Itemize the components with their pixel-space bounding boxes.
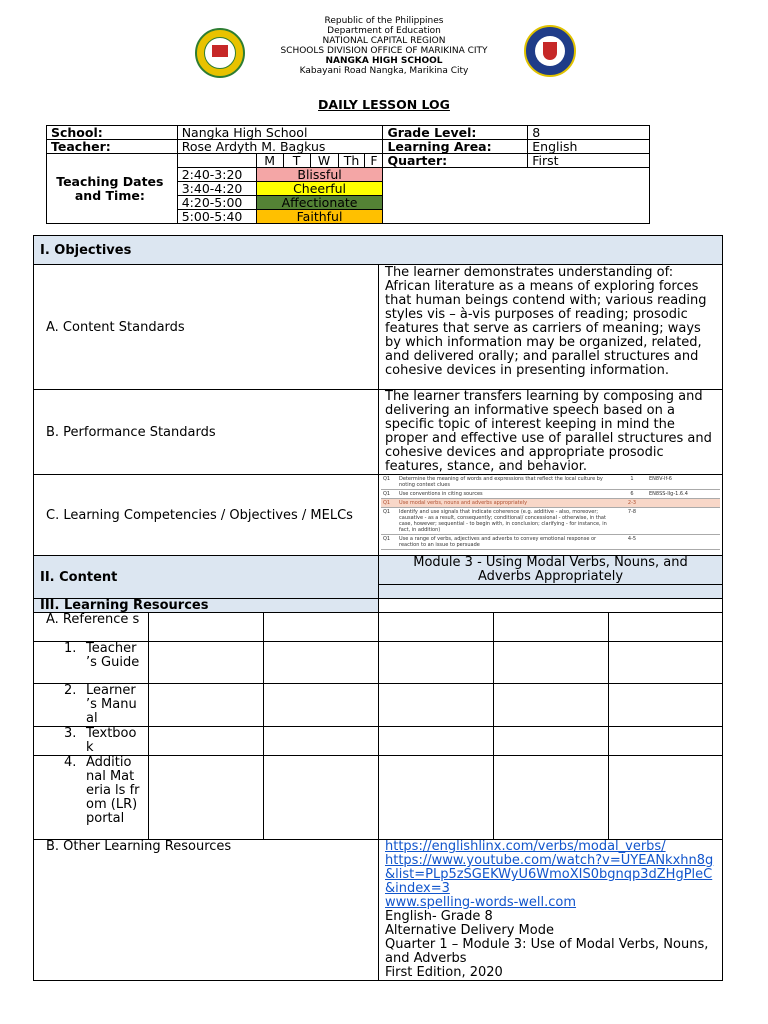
resource-item-number: 3. xyxy=(64,726,77,741)
competency-row: Q1 Determine the meaning of words and expressions that reflect the local culture by noting context clues 1 EN8V-If-6 xyxy=(381,475,720,490)
empty-cell xyxy=(264,642,379,684)
other-resource-line: First Edition, 2020 xyxy=(385,965,503,980)
content-standards-label: A. Content Standards xyxy=(34,265,379,390)
empty-cell xyxy=(494,642,609,684)
performance-standards-label: B. Performance Standards xyxy=(34,390,379,475)
competencies-table xyxy=(381,475,720,550)
performance-standards-text: The learner transfers learning by composing and delivering an informative speech based on a specific topic of interest keeping in mind the proper and effective use of parallel structures and cohesive devices and appropriate prosodic features, stance, and behavior. xyxy=(379,390,723,475)
other-resource-line: English- Grade 8 xyxy=(385,909,493,924)
competencies-cell xyxy=(379,475,723,556)
area-value: English xyxy=(528,140,650,154)
empty-cell xyxy=(264,727,379,756)
empty-cell xyxy=(379,642,494,684)
school-label: School: xyxy=(47,126,178,140)
empty-cell xyxy=(149,756,264,840)
resource-item-number: 2. xyxy=(64,683,77,698)
empty-cell xyxy=(264,684,379,727)
teacher-value: Rose Ardyth M. Bagkus xyxy=(177,140,383,154)
blank-cell xyxy=(177,154,256,168)
resource-item xyxy=(34,727,149,756)
other-resources-label: B. Other Learning Resources xyxy=(34,840,379,981)
content-heading: II. Content xyxy=(34,556,379,599)
empty-cell xyxy=(609,756,723,840)
empty-cell xyxy=(609,613,723,642)
empty-cell xyxy=(609,684,723,727)
resources-heading: III. Learning Resources xyxy=(34,599,379,613)
header-region: NATIONAL CAPITAL REGION xyxy=(322,36,446,46)
modal-verbs-link[interactable]: https://englishlinx.com/verbs/modal_verbs/ xyxy=(385,839,666,854)
area-label: Learning Area: xyxy=(383,140,528,154)
empty-cell xyxy=(149,684,264,727)
resource-item-label: Teacher ’s Guide xyxy=(86,641,140,670)
empty-cell xyxy=(609,727,723,756)
quarter-value: First xyxy=(528,154,650,168)
empty-cell xyxy=(494,613,609,642)
teacher-label: Teacher: xyxy=(47,140,178,154)
header-department: Department of Education xyxy=(327,26,441,36)
resources-blank xyxy=(379,599,723,613)
slot-section: Faithful xyxy=(256,210,383,224)
resource-item xyxy=(34,756,149,840)
empty-cell xyxy=(379,727,494,756)
quarter-label: Quarter: xyxy=(383,154,528,168)
day-f: F xyxy=(365,154,383,168)
slot-section: Blissful xyxy=(256,168,383,182)
empty-cell xyxy=(149,727,264,756)
competency-row: Q1 Identify and use signals that indicate coherence (e.g. additive - also, moreover; causative - as a result, consequently; conditional/ concessional - otherwise, in that case, however; sequential - to begin with, in conclusion; clarifying - for instance, in fact, in addition) 7-8 xyxy=(381,508,720,535)
youtube-link[interactable]: https://www.youtube.com/watch?v=UYEANkxhn8g&list=PLp5zSGEKWyU6WmoXIS0bgnqp3dZHgPleC&index=3 xyxy=(385,853,714,896)
grade-value: 8 xyxy=(528,126,650,140)
other-resource-line: Quarter 1 – Module 3: Use of Modal Verbs, Nouns, and Adverbs xyxy=(385,937,709,966)
header-republic: Republic of the Philippines xyxy=(324,16,444,26)
references-label-text: A. Reference s xyxy=(46,612,140,627)
resource-item-label: Learner ’s Manual xyxy=(86,683,137,726)
empty-cell xyxy=(149,642,264,684)
day-m: M xyxy=(256,154,283,168)
school-value: Nangka High School xyxy=(177,126,383,140)
header-address: Kabayani Road Nangka, Marikina City xyxy=(299,66,469,76)
empty-cell xyxy=(149,613,264,642)
other-resource-line: Alternative Delivery Mode xyxy=(385,923,554,938)
slot-section: Affectionate xyxy=(256,196,383,210)
empty-cell xyxy=(379,684,494,727)
content-blank xyxy=(379,585,723,599)
objectives-heading: I. Objectives xyxy=(34,236,723,265)
competency-row: Q1 Use conventions in citing sources 6 EN8SS-IIg-1.6.4 xyxy=(381,490,720,499)
resource-item xyxy=(34,684,149,727)
empty-cell xyxy=(379,613,494,642)
content-module-text: Module 3 - Using Modal Verbs, Nouns, and Adverbs Appropriately xyxy=(379,556,723,585)
doc-title: DAILY LESSON LOG xyxy=(318,97,450,112)
header-school: NANGKA HIGH SCHOOL xyxy=(325,56,443,66)
resource-item-number: 1. xyxy=(64,641,77,656)
empty-cell xyxy=(264,756,379,840)
resource-item xyxy=(34,642,149,684)
blank-cell xyxy=(383,168,650,224)
info-table xyxy=(46,125,650,224)
other-resources-cell xyxy=(379,840,723,981)
lesson-table xyxy=(33,235,723,981)
empty-cell xyxy=(609,642,723,684)
slot-time: 2:40-3:20 xyxy=(177,168,256,182)
references-label xyxy=(34,613,149,642)
empty-cell xyxy=(494,684,609,727)
competencies-label xyxy=(34,475,379,556)
dates-label: Teaching Dates and Time: xyxy=(47,154,178,224)
slot-time: 3:40-4:20 xyxy=(177,182,256,196)
resource-item-label: Textboo k xyxy=(86,726,137,755)
empty-cell xyxy=(379,756,494,840)
competency-row-highlighted: Q1 Use modal verbs, nouns and adverbs appropriately 2-3 xyxy=(381,499,720,508)
slot-time: 4:20-5:00 xyxy=(177,196,256,210)
empty-cell xyxy=(494,727,609,756)
spelling-words-link[interactable]: www.spelling-words-well.com xyxy=(385,895,577,910)
competency-row: Q1 Use a range of verbs, adjectives and adverbs to convey emotional response or reaction to an issue to persuade 4-5 xyxy=(381,535,720,550)
day-th: Th xyxy=(338,154,365,168)
header-division: SCHOOLS DIVISION OFFICE OF MARIKINA CITY xyxy=(280,46,488,56)
day-w: W xyxy=(310,154,338,168)
slot-section: Cheerful xyxy=(256,182,383,196)
empty-cell xyxy=(494,756,609,840)
resource-item-number: 4. xyxy=(64,755,77,770)
day-t: T xyxy=(283,154,310,168)
content-standards-text: The learner demonstrates understanding of: African literature as a means of exploring forces that human beings contend with; various reading styles vis – à-vis purposes of reading; prosodic features that serve as carriers of meaning; ways by which information may be organized, related, and delivered orally; and parallel structures and cohesive devices in presenting information. xyxy=(379,265,723,390)
grade-label: Grade Level: xyxy=(383,126,528,140)
resource-item-label: Additio nal Materia ls from (LR) portal xyxy=(86,755,140,826)
empty-cell xyxy=(264,613,379,642)
slot-time: 5:00-5:40 xyxy=(177,210,256,224)
competencies-label-text: C. Learning Competencies / Objectives / MELCs xyxy=(46,507,353,523)
